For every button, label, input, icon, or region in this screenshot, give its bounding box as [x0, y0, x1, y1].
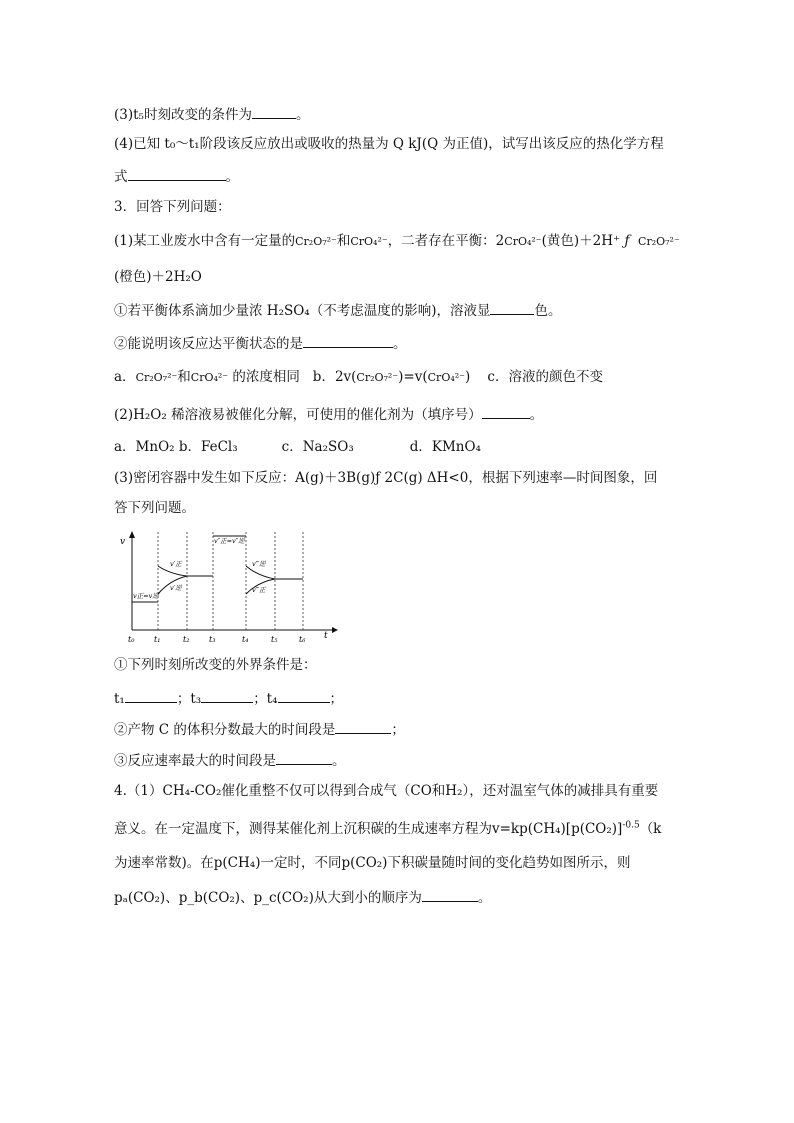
q3-p3-q3: ③反应速率最大的时间段是 。	[114, 750, 346, 770]
q3-title: 3．回答下列问题：	[114, 199, 231, 215]
q3-p2-options: a．MnO₂ b．FeCl₃ c．Na₂SO₃ d．KMnO₄	[114, 439, 481, 455]
answer-blank-t1[interactable]	[125, 688, 177, 703]
svg-text:t₁: t₁	[154, 635, 161, 644]
q3-p1-options: a．Cr₂O₇²⁻和CrO₄²⁻ 的浓度相同 b．2v(Cr₂O₇²⁻)=v(CrO₄²⁻) c．溶液的颜色不变	[114, 369, 603, 385]
answer-blank[interactable]	[252, 104, 296, 119]
q3-p3-q1: ①下列时刻所改变的外界条件是：	[114, 657, 317, 673]
q2-item4-line1: (4)已知 t₀～t₁阶段该反应放出或吸收的热量为 Q kJ(Q 为正值)，试写出该反应的热化学方程	[114, 136, 664, 152]
label-eq-t3: v″正=v″逆	[214, 537, 245, 545]
answer-blank[interactable]	[303, 333, 393, 348]
v-axis-label: v	[120, 537, 126, 547]
q3-p3-line2: 答下列问题。	[114, 500, 195, 516]
svg-text:t₄: t₄	[242, 635, 249, 644]
q3-p2-question: (2)H₂O₂ 稀溶液易被催化分解，可使用的催化剂为（填序号） 。	[114, 404, 543, 424]
answer-blank[interactable]	[128, 166, 226, 181]
svg-text:t₂: t₂	[183, 635, 190, 644]
answer-blank-t3[interactable]	[201, 688, 253, 703]
answer-blank-t4[interactable]	[278, 688, 330, 703]
svg-text:t₅: t₅	[271, 635, 278, 644]
q3-p1-line2: (橙色)＋2H₂O	[114, 269, 202, 285]
label-v1-forward: v′正	[170, 560, 182, 568]
q4-line4: pₐ(CO₂)、p_b(CO₂)、p_c(CO₂)从大到小的顺序为 。	[114, 887, 491, 907]
q4-line1: 4.（1）CH₄-CO₂催化重整不仅可以得到合成气（CO和H₂），还对温室气体的减排具有重要	[114, 783, 659, 799]
q3-p1-q2: ②能说明该反应达平衡状态的是 。	[114, 333, 407, 353]
q2-item3: (3)t₅时刻改变的条件为 。	[114, 104, 309, 124]
label-v1-reverse: v′逆	[170, 584, 182, 592]
rate-time-graph	[120, 530, 340, 645]
q3-p1-line1: (1)某工业废水中含有一定量的Cr₂O₇²⁻和CrO₄²⁻，二者存在平衡：2CrO₄²⁻(黄色)＋2H⁺ ƒ Cr₂O₇²⁻	[114, 233, 680, 249]
answer-blank[interactable]	[276, 750, 332, 765]
label-v3-forward: v‴正	[252, 586, 266, 594]
q3-p3-q2: ②产物 C 的体积分数最大的时间段是 ；	[114, 719, 405, 739]
label-v3-reverse: v‴逆	[252, 560, 266, 568]
svg-text:t₆: t₆	[299, 635, 306, 644]
q2-item4-line2: 式 。	[114, 166, 239, 186]
answer-blank[interactable]	[422, 887, 478, 902]
svg-text:t₃: t₃	[209, 635, 216, 644]
answer-blank[interactable]	[490, 300, 534, 315]
curve-labels	[133, 537, 267, 600]
q4-line2: 意义。在一定温度下，测得某催化剂上沉积碳的生成速率方程为$v=kp(CH_4)[p(CO_2)]^{-0.5}(k$	[114, 820, 662, 837]
label-eq-initial: v正=v逆	[133, 592, 159, 600]
t-axis-arrow	[332, 627, 338, 633]
time-dividers	[158, 532, 303, 630]
q3-p1-q1: ①若平衡体系滴加少量浓 H₂SO₄（不考虑温度的影响)，溶液显 色。	[114, 300, 561, 320]
t-axis-label: t	[324, 631, 328, 641]
answer-blank[interactable]	[482, 404, 530, 419]
q4-line3: 为速率常数)。在p(CH₄)一定时，不同p(CO₂)下积碳量随时间的变化趋势如图所示，则	[114, 855, 631, 871]
q3-p3-times: t₁ ；t₃ ；t₄ ；	[114, 688, 343, 708]
answer-blank[interactable]	[335, 719, 391, 734]
q3-p3-line1: (3)密闭容器中发生如下反应：A(g)＋3B(g)ƒ 2C(g) ΔH<0，根据下列速率—时间图象，回	[114, 470, 658, 486]
v-axis-arrow	[129, 531, 135, 538]
svg-text:t₀: t₀	[128, 635, 135, 644]
time-ticks	[128, 635, 306, 644]
